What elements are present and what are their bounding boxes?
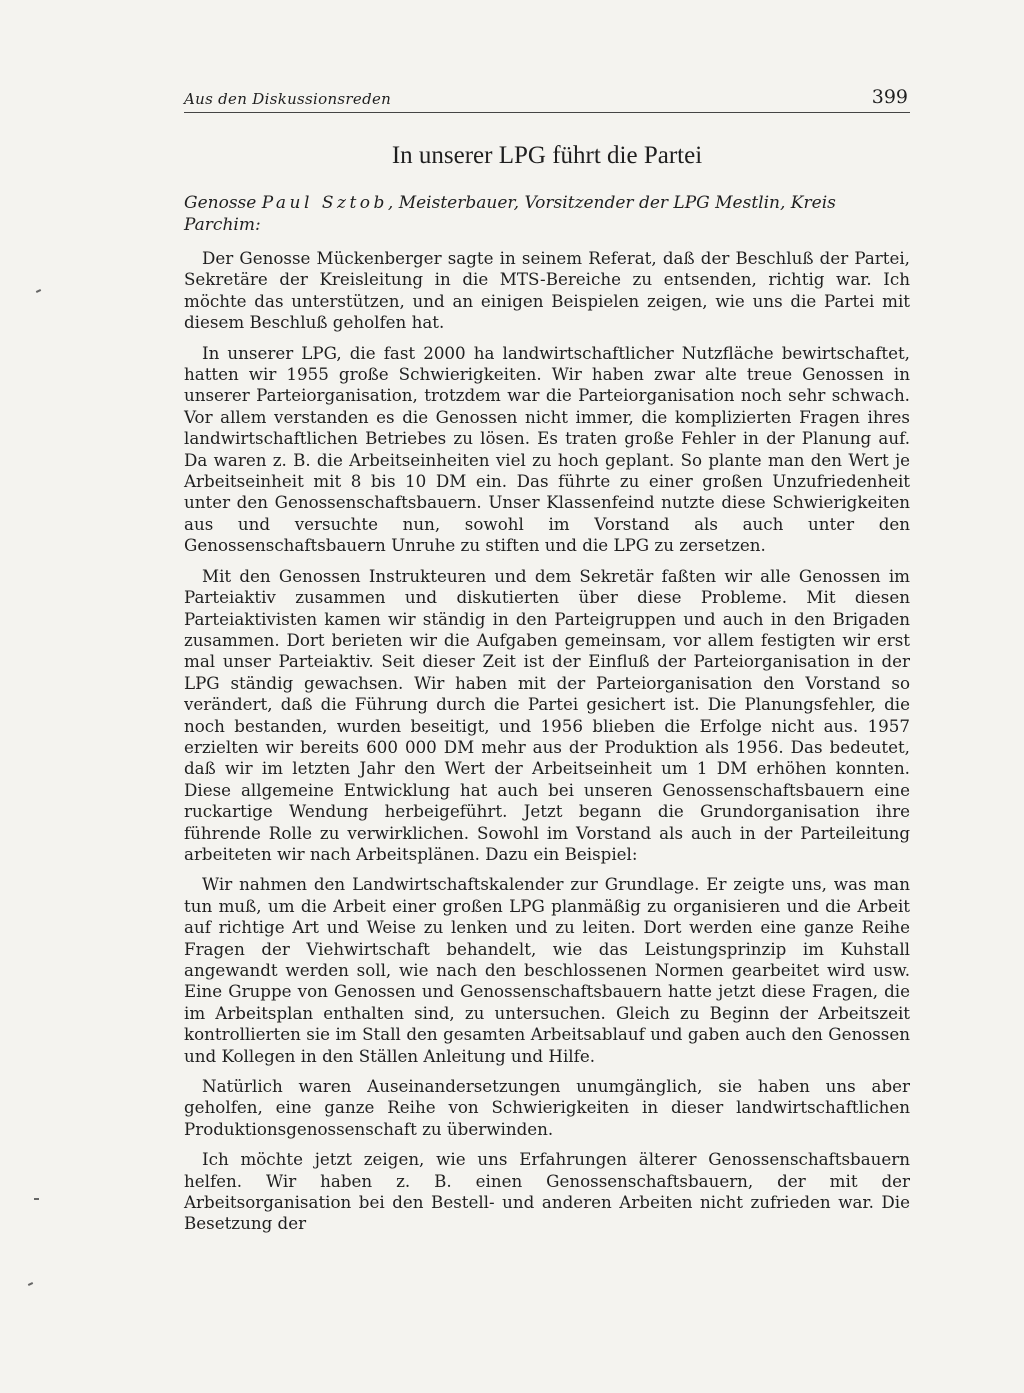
article-title: In unserer LPG führt die Partei	[391, 142, 703, 169]
speaker-prefix: Genosse	[184, 193, 262, 213]
paragraph-5: Natürlich waren Auseinandersetzungen unumgänglich, sie haben uns aber geholfen, eine ganze Reihe von Schwierigkeiten in dieser landwirtschaftlichen Produktionsgenossenschaft zu überwinden.	[184, 1076, 910, 1139]
paragraph-1: Der Genosse Mückenberger sagte in seinem Referat, daß der Beschluß der Partei, Sekretäre der Kreisleitung in die MTS-Bereiche zu entsenden, richtig war. Ich möchte das unterstützen, und an einigen Beispielen zeigen, wie uns die Partei mit diesem Beschluß geholfen hat.	[184, 248, 910, 333]
paragraph-3: Mit den Genossen Instrukteuren und dem Sekretär faßten wir alle Genossen im Parteiaktiv zusammen und diskutierten über diese Probleme. Mit diesen Parteiaktivisten kamen wir ständig in den Parteigruppen und auch in den Brigaden zusammen. Dort berieten wir die Aufgaben gemeinsam, vor allem festigten wir erst mal unser Parteiaktiv. Seit dieser Zeit ist der Einfluß der Parteiorganisation in der LPG ständig gewachsen. Wir haben mit der Parteiorganisation den Vorstand so verändert, daß die Führung durch die Partei gesichert ist. Die Planungsfehler, die noch bestanden, wurden beseitigt, und 1956 blieben die Erfolge nicht aus. 1957 erzielten wir bereits 600 000 DM mehr aus der Produktion als 1956. Das bedeutet, daß wir im letzten Jahr den Wert der Arbeitseinheit um 1 DM erhöhen konnten. Diese allgemeine Entwicklung hat auch bei unseren Genossenschaftsbauern eine ruckartige Wendung herbeigeführt. Jetzt begann die Grundorganisation ihre führende Rolle zu verwirklichen. Sowohl im Vorstand als auch in der Parteileitung arbeiteten wir nach Arbeitsplänen. Dazu ein Beispiel:	[184, 565, 910, 864]
page-number: 399	[871, 86, 908, 108]
scan-mark	[34, 1198, 39, 1200]
paragraph-2: In unserer LPG, die fast 2000 ha landwirtschaftlicher Nutzfläche bewirtschaftet, hatten wir 1955 große Schwierigkeiten. Wir haben zwar alte treue Genossen in unserer Parteiorganisation, trotzdem war die Parteiorganisation noch sehr schwach. Vor allem verstanden es die Genossen nicht immer, die komplizierten Fragen ihres landwirtschaftlichen Betriebes zu lösen. Es traten große Fehler in der Planung auf. Da waren z. B. die Arbeitseinheiten viel zu hoch geplant. So plante man den Wert je Arbeitseinheit mit 8 bis 10 DM ein. Das führte zu einer großen Unzufriedenheit unter den Genossenschaftsbauern. Unser Klassenfeind nutzte diese Schwierigkeiten aus und versuchte nun, sowohl im Vorstand als auch unter den Genossenschaftsbauern Unruhe zu stiften und die LPG zu zersetzen.	[184, 342, 910, 556]
scan-mark	[28, 1282, 33, 1286]
running-header	[184, 88, 910, 113]
scan-mark	[36, 289, 41, 293]
article-body	[184, 248, 910, 1244]
speaker-name: Paul Sztob	[261, 193, 388, 213]
running-title: Aus den Diskussionsreden	[184, 90, 392, 108]
speaker-suffix: , Meisterbauer, Vorsitzender der LPG Mestlin, Kreis Parchim:	[184, 193, 836, 235]
paragraph-4: Wir nahmen den Landwirtschaftskalender zur Grundlage. Er zeigte uns, was man tun muß, um die Arbeit einer großen LPG planmäßig zu organisieren und die Arbeit auf richtige Art und Weise zu lenken und zu leiten. Dort werden eine ganze Reihe Fragen der Viehwirtschaft behandelt, wie das Leistungsprinzip im Kuhstall angewandt werden soll, wie nach den beschlossenen Normen gearbeitet wird usw. Eine Gruppe von Genossen und Genossenschaftsbauern hatte jetzt diese Fragen, die im Arbeitsplan enthalten sind, zu untersuchen. Gleich zu Beginn der Arbeitszeit kontrollierten sie im Stall den gesamten Arbeitsablauf und gaben auch den Genossen und Kollegen in den Ställen Anleitung und Hilfe.	[184, 874, 910, 1066]
speaker-line	[184, 192, 910, 236]
paragraph-6: Ich möchte jetzt zeigen, wie uns Erfahrungen älterer Genossenschaftsbauern helfen. Wir haben z. B. einen Genossenschaftsbauern, der mit der Arbeitsorganisation bei den Bestell- und anderen Arbeiten nicht zufrieden war. Die Besetzung der	[184, 1149, 910, 1234]
